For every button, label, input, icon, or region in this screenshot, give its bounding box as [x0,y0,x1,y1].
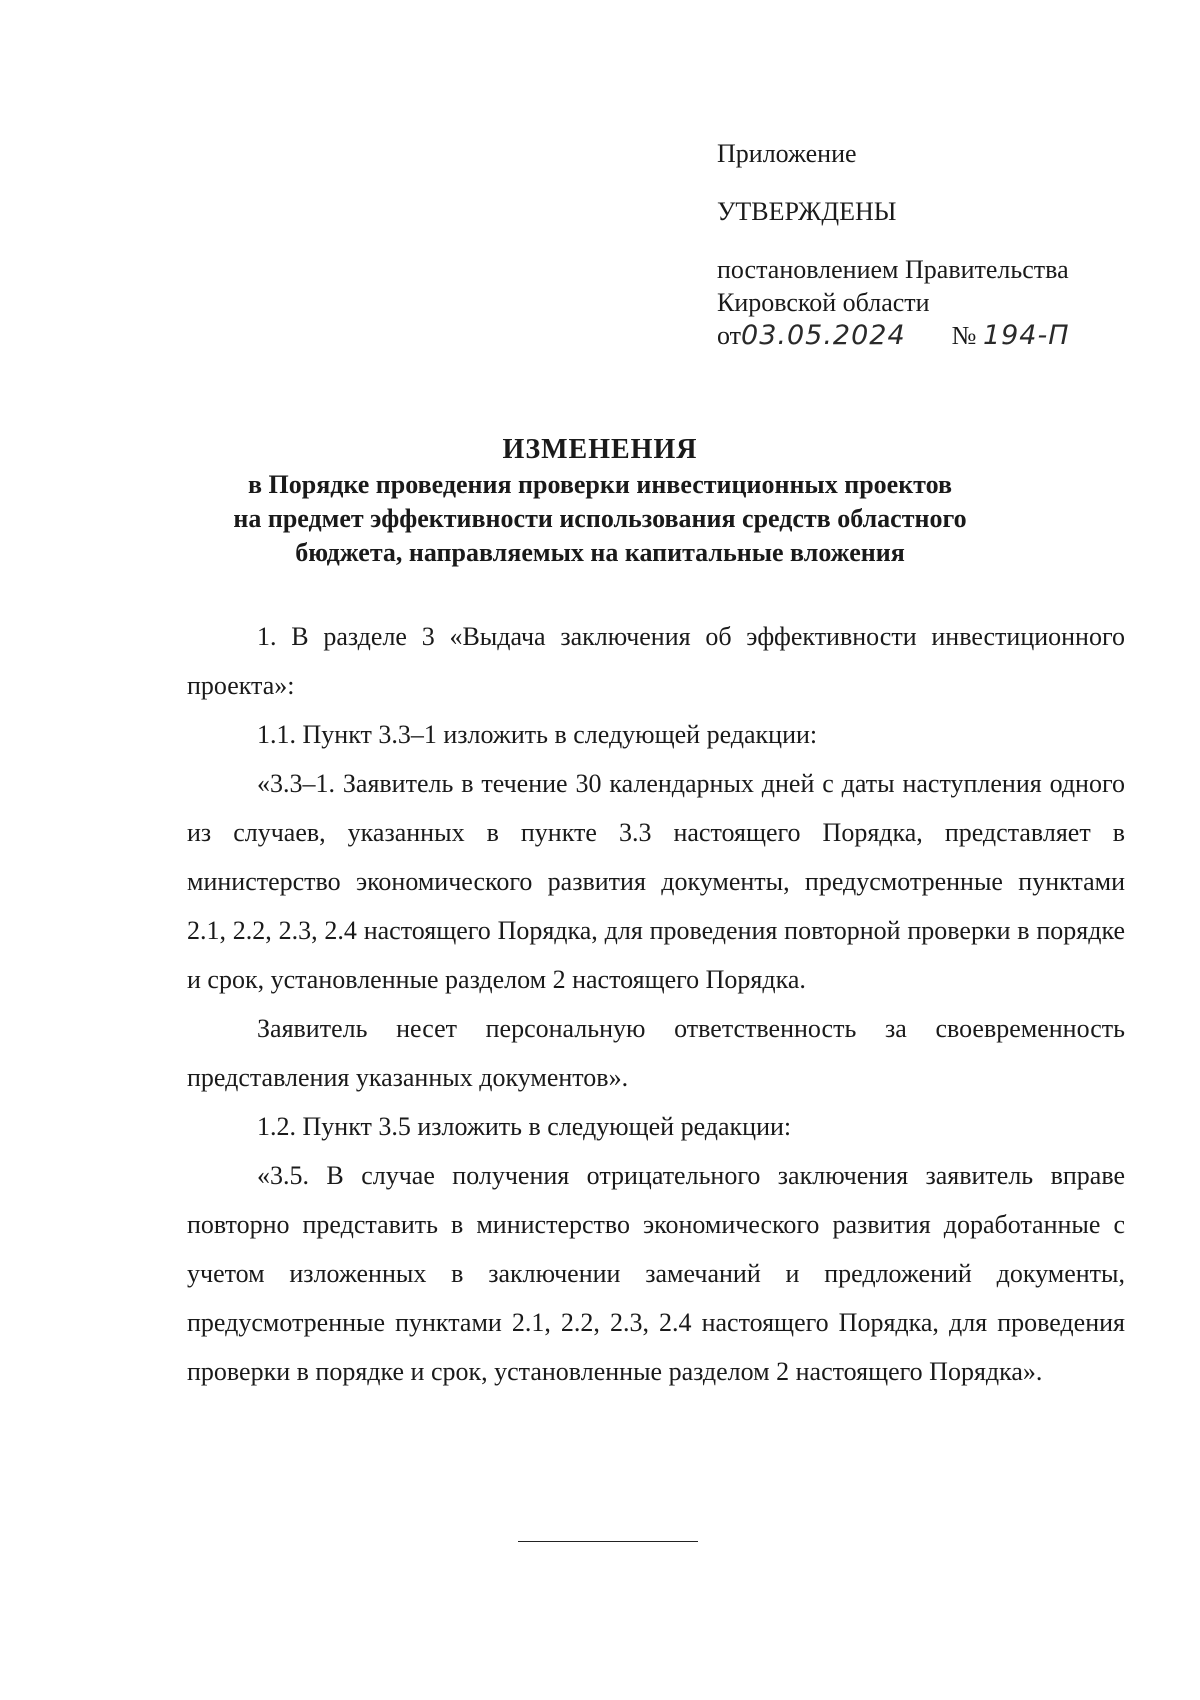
document-body [187,612,1125,1396]
paragraph-item-3-5: «3.5. В случае получения отрицательного заключения заявитель вправе повторно представить в министерство экономического развития доработанные с учетом изложенных в заключении замечаний и предложений документы, предусмотренные пунктами 2.1, 2.2, 2.3, 2.4 настоящего Порядка, для проведения проверки в порядке и срок, установленные разделом 2 настоящего Порядка». [187,1161,1125,1386]
paragraph-item-1-1: 1.1. Пункт 3.3–1 изложить в следующей редакции: [257,720,818,749]
title-line-1: в Порядке проведения проверки инвестиционных проектов [247,470,953,499]
title-line-3: бюджета, направляемых на капитальные вложения [295,538,905,567]
paragraph-item-1-2: 1.2. Пункт 3.5 изложить в следующей редакции: [257,1112,792,1141]
approved-label: УТВЕРЖДЕНЫ [717,197,897,226]
decree-line-2: Кировской области [717,288,930,317]
document-title [0,432,1200,570]
date-number-line [717,319,1137,352]
paragraph-responsibility: Заявитель несет персональную ответственность за своевременность представления указанных документов». [187,1014,1125,1092]
title-heading: ИЗМЕНЕНИЯ [502,434,698,465]
number-prefix: № [951,321,977,350]
appendix-label: Приложение [717,139,857,168]
paragraph-item-3-3-1: «3.3–1. Заявитель в течение 30 календарных дней с даты наступления одного из случаев, указанных в пункте 3.3 настоящего Порядка, представляет в министерство экономического развития документы, предусмотренные пунктами 2.1, 2.2, 2.3, 2.4 настоящего Порядка, для проведения повторной проверки в порядке и срок, установленные разделом 2 настоящего Порядка. [187,769,1125,994]
approval-block [717,137,1137,352]
end-divider-line [518,1541,698,1542]
decree-line-1: постановлением Правительства [717,255,1069,284]
decree-number: 194-П [982,320,1070,351]
paragraph-section-3: 1. В разделе 3 «Выдача заключения об эффективности инвестиционного проекта»: [187,622,1125,700]
title-line-2: на предмет эффективности использования средств областного [233,504,967,533]
date-prefix: от [717,321,742,350]
decree-date: 03.05.2024 [741,320,906,351]
